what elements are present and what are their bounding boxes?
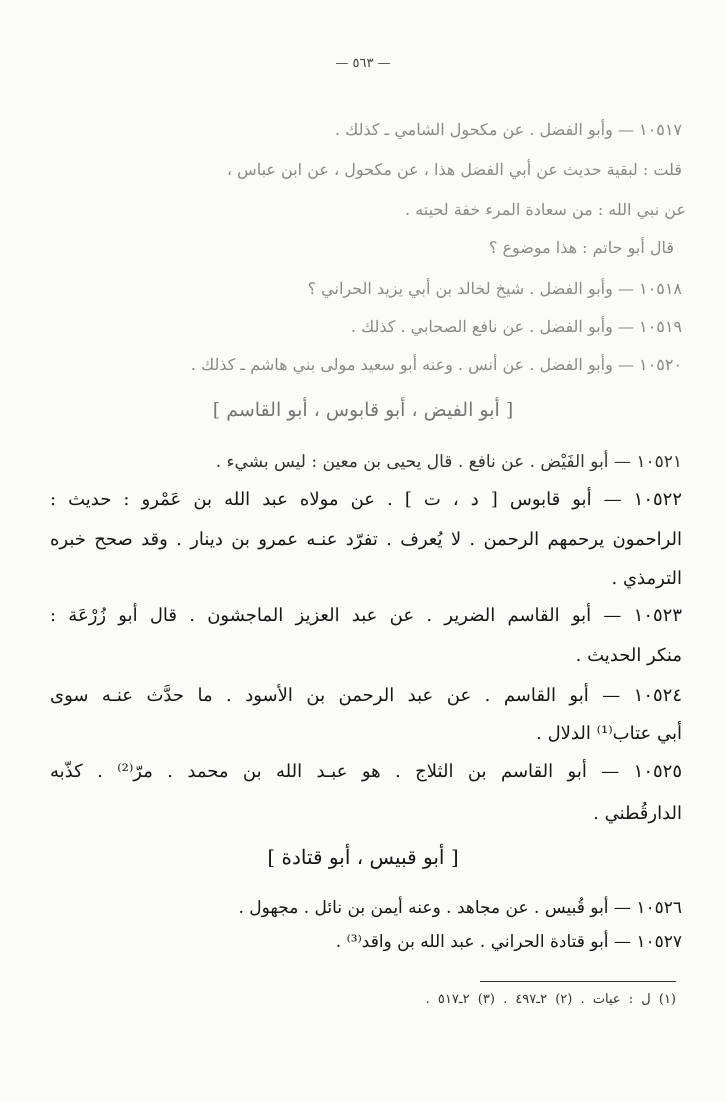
entry-10523: ١٠٥٢٣ — أبو القاسم الضرير . عن عبد العزيز الماجشون . قال أبو زُرْعَة : xyxy=(50,605,682,626)
entry-10519: ١٠٥١٩ — وأبو الفضل . عن نافع الصحابي . كذلك . xyxy=(350,317,682,336)
footnote-rule xyxy=(480,981,676,982)
comment-line-2: عن نبي الله : من سعادة المرء خفة لحيته . xyxy=(405,200,686,219)
entry-10524-end: أبي عتاب⁽¹⁾ الدلال . xyxy=(536,723,682,744)
entry-10517: ١٠٥١٧ — وأبو الفضل . عن مكحول الشامي ـ كذلك . xyxy=(334,120,682,139)
entry-10521: ١٠٥٢١ — أبو الفَيْض . عن نافع . قال يحيى بن معين : ليس بشيء . xyxy=(215,452,682,472)
entry-10523-end: منكر الحديث . xyxy=(575,645,682,666)
entry-10524: ١٠٥٢٤ — أبو القاسم . عن عبد الرحمن بن الأسود . ما حدَّث عنـه سوى xyxy=(50,685,682,706)
entry-10525-end: الدارقُطني . xyxy=(593,803,682,824)
entry-10522-end: الترمذي . xyxy=(611,568,682,589)
section-heading-2: [ أبو قبيس ، أبو قتادة ] xyxy=(267,845,459,869)
entry-10518: ١٠٥١٨ — وأبو الفضل . شيخ لخالد بن أبي يزيد الحراني ؟ xyxy=(307,279,682,298)
entry-10520: ١٠٥٢٠ — وأبو الفضل . عن أنس . وعنه أبو سعيد مولى بني هاشم ـ كذلك . xyxy=(190,355,682,374)
page-number: — ٥٦٣ — xyxy=(335,56,391,71)
entry-10527: ١٠٥٢٧ — أبو قتادة الحراني . عبد الله بن واقد⁽³⁾ . xyxy=(335,932,682,952)
entry-10526: ١٠٥٢٦ — أبو قُبيس . عن مجاهد . وعنه أيمن بن نائل . مجهول . xyxy=(238,898,682,918)
abu-hatim-comment: قال أبو حاتم : هذا موضوع ؟ xyxy=(488,238,674,257)
entry-10522: ١٠٥٢٢ — أبو قابوس [ د ، ت ] . عن مولاه عبد الله بن عَمْرو : حديث : xyxy=(50,489,682,510)
section-heading-1: [ أبو الفيض ، أبو قابوس ، أبو القاسم ] xyxy=(212,399,514,421)
entry-10522-cont: الراحمون يرحمهم الرحمن . لا يُعرف . تفرّد عنـه عمرو بن دينار . وقد صحح خبره xyxy=(50,529,682,550)
footnotes: (١) ل : عيات . (٢) ٢ـ٤٩٧ . (٣) ٢ـ٥١٧ . xyxy=(425,992,676,1007)
comment-line-1: قلت : لبقية حديث عن أبي الفضل هذا ، عن مكحول ، عن ابن عباس ، xyxy=(226,160,682,179)
entry-10525: ١٠٥٢٥ — أبو القاسم بن الثلاج . هو عبـد الله بن محمد . مرّ⁽²⁾ . كذّبه xyxy=(50,761,682,782)
